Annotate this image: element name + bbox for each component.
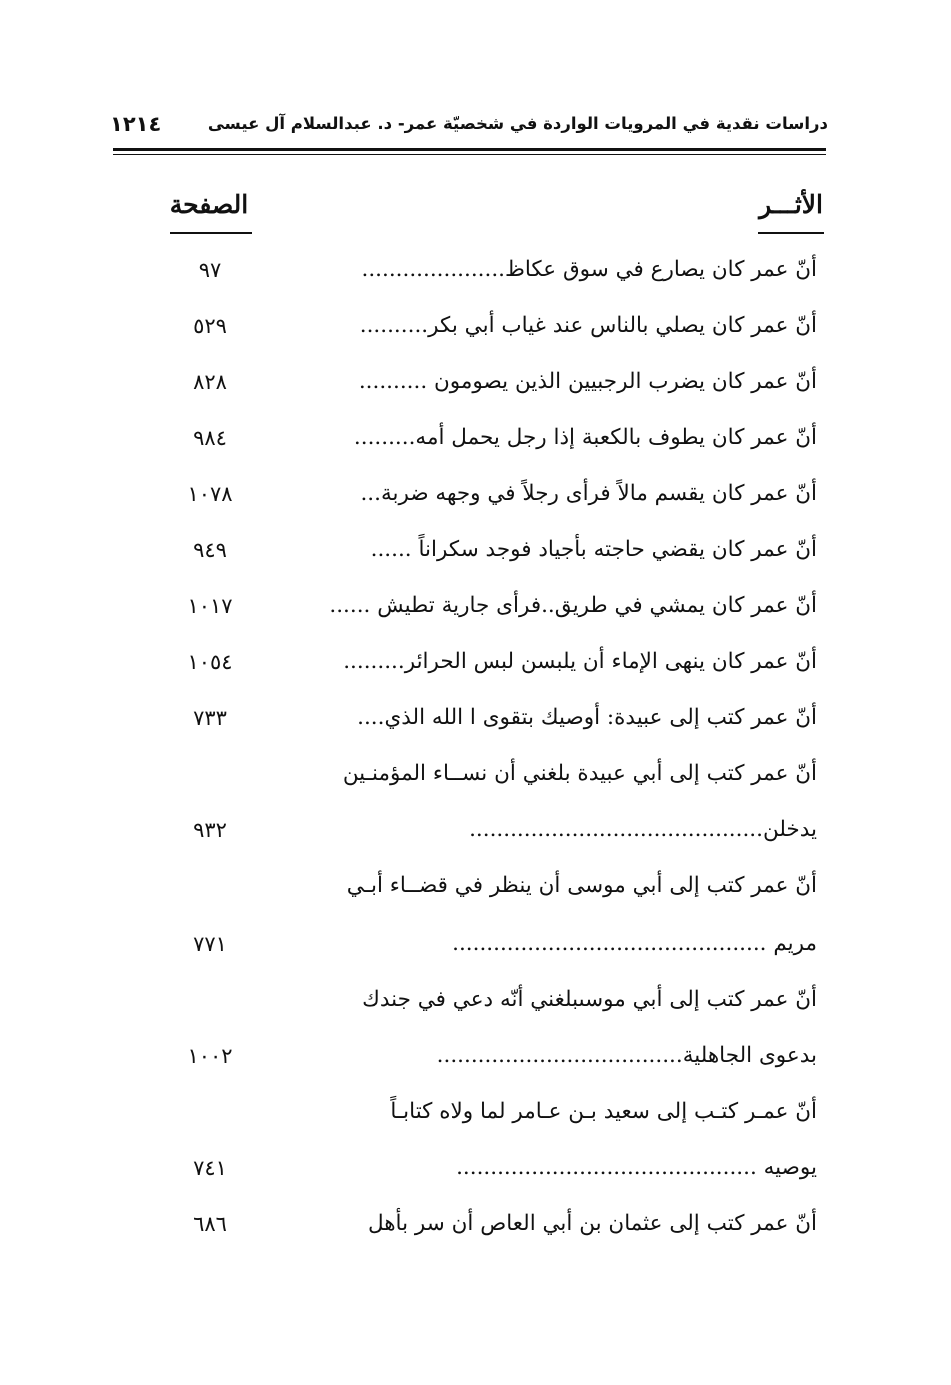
athar-text: أنّ عمر كان يقضي حاجته بأجياد فوجد سكراناً ......	[370, 537, 817, 562]
athar-page-number: ٧٧١	[193, 932, 227, 956]
athar-text: أنّ عمر كان يمشي في طريق..فرأى جارية تطيش ......	[329, 593, 817, 618]
athar-text: أنّ عمر كتب إلى أبي عبيدة بلغني أن نســاء المؤمنـين	[342, 761, 817, 786]
athar-text: أنّ عمر كان يصلي بالناس عند غياب أبي بكر..........	[359, 313, 817, 338]
athar-page-number: ٧٣٣	[193, 706, 227, 730]
athar-text: أنّ عمر كتب إلى أبي موسى أن ينظر في قضــاء أبـي	[346, 873, 817, 898]
athar-text: يدخلن...........................................	[469, 817, 817, 842]
book-title: دراسات نقدية في المرويات الواردة في شخصيّة عمر- د. عبدالسلام آل عيسى	[207, 114, 828, 133]
athar-page-number: ١٠٥٤	[187, 650, 233, 674]
athar-page-number: ٩٣٢	[193, 818, 227, 842]
athar-text: أنّ عمر كتب إلى عثمان بن أبي العاص أن سر بأهل	[367, 1211, 817, 1236]
athar-text: أنّ عمر كان يقسم مالاً فرأى رجلاً في وجهه ضربة...	[360, 481, 817, 506]
athar-page-number: ٩٤٩	[193, 538, 227, 562]
athar-page-number: ٥٢٩	[193, 314, 227, 338]
athar-column-heading: الأثـــر	[759, 190, 823, 219]
athar-text: بدعوى الجاهلية....................................	[436, 1043, 817, 1068]
athar-page-number: ٩٧	[198, 258, 222, 282]
athar-text: أنّ عمـر كتـب إلى سعيد بـن عـامر لما ولاه كتابـاً	[390, 1099, 817, 1124]
athar-page-number: ٩٨٤	[193, 426, 227, 450]
athar-text: أنّ عمر كان يضرب الرجبيين الذين يصومون ..........	[358, 369, 817, 394]
athar-text: أنّ عمر كان يطوف بالكعبة إذا رجل يحمل أمه.........	[353, 425, 817, 450]
page-column-heading: الصفحة	[169, 190, 249, 219]
athar-page-number: ٦٨٦	[193, 1212, 227, 1236]
athar-text: مريم ..............................................	[452, 931, 817, 956]
page-number: ١٢١٤	[110, 112, 162, 136]
athar-page-number: ٨٢٨	[193, 370, 227, 394]
athar-text: أنّ عمر كان ينهى الإماء أن يلبسن لبس الحرائر.........	[343, 649, 817, 674]
athar-page-number: ١٠٧٨	[187, 482, 233, 506]
athar-text: أنّ عمر كتب إلى أبي موسىبلغني أنّه دعي في جندك	[362, 987, 817, 1012]
athar-text: أنّ عمر كتب إلى عبيدة: أوصيك بتقوى ا الله الذي....	[357, 705, 817, 730]
athar-page-number: ١٠٠٢	[187, 1044, 233, 1068]
athar-page-number: ٧٤١	[193, 1156, 227, 1180]
athar-text: يوصيه ............................................	[456, 1155, 817, 1180]
athar-text: أنّ عمر كان يصارع في سوق عكاظ.....................	[361, 257, 817, 282]
athar-page-number: ١٠١٧	[187, 594, 233, 618]
